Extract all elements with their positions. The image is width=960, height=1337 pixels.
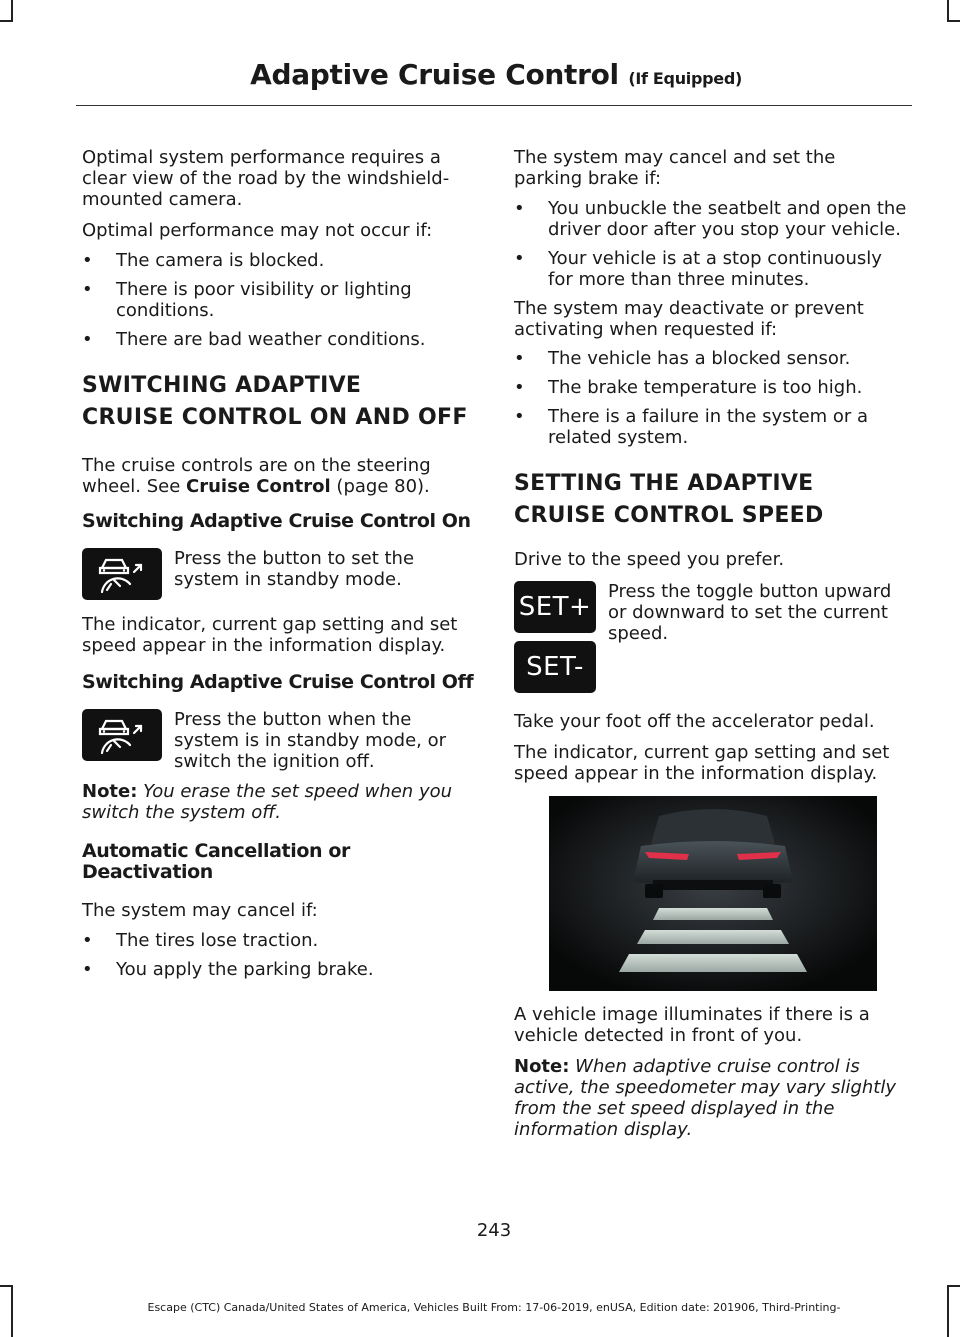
- corner-mark-top-left-v: [11, 0, 13, 22]
- performance-intro: Optimal performance may not occur if:: [82, 220, 433, 241]
- corner-mark-top-right-h: [947, 20, 960, 22]
- performance-list: [82, 250, 477, 350]
- brake-intro: The system may cancel and set the parking brake if:: [514, 147, 836, 189]
- vehicle-detected-illustration: [549, 796, 877, 991]
- set-speed-row: [514, 581, 909, 693]
- vehicle-paragraph: A vehicle image illuminates if there is a vehicle detected in front of you.: [514, 1004, 870, 1046]
- header-rule: [76, 105, 912, 106]
- header-title: Adaptive Cruise Control: [250, 58, 619, 91]
- cancel-intro: The system may cancel if:: [82, 900, 318, 921]
- section-heading-switching: [82, 370, 477, 434]
- section-heading-line: CRUISE CONTROL ON AND OFF: [82, 405, 468, 430]
- page-number: 243: [476, 1220, 512, 1241]
- section-heading-setting-speed: [514, 468, 909, 532]
- corner-mark-top-right-v: [947, 0, 949, 22]
- section-heading-line: SWITCHING ADAPTIVE: [82, 373, 362, 398]
- note-text: When adaptive cruise control is active, the speedometer may vary slightly from the set speed displayed in the information display.: [514, 1056, 896, 1140]
- list-item: • The camera is blocked.: [82, 250, 477, 271]
- list-item: • The brake temperature is too high.: [514, 377, 909, 398]
- note-text: You erase the set speed when you switch the system off.: [82, 781, 453, 823]
- header-subtitle: (If Equipped): [628, 69, 742, 88]
- corner-mark-bottom-left-h: [0, 1285, 13, 1287]
- cancel-list: [82, 930, 477, 980]
- cruise-control-link[interactable]: Cruise Control: [186, 476, 331, 497]
- section-heading-line: SETTING THE ADAPTIVE: [514, 471, 814, 496]
- indicator-paragraph: The indicator, current gap setting and set speed appear in the information display.: [514, 742, 890, 784]
- switch-off-text: Press the button when the system is in standby mode, or switch the ignition off.: [174, 709, 447, 772]
- list-item: • There is poor visibility or lighting conditions.: [82, 279, 477, 321]
- list-item: • Your vehicle is at a stop continuously for more than three minutes.: [514, 248, 909, 290]
- note-label: Note:: [514, 1056, 570, 1077]
- controls-paragraph: [82, 455, 477, 497]
- note-paragraph: [514, 1056, 909, 1140]
- list-item: • You apply the parking brake.: [82, 959, 477, 980]
- deactivate-intro: The system may deactivate or prevent activating when requested if:: [514, 298, 864, 340]
- corner-mark-top-left-h: [0, 20, 13, 22]
- switch-on-row: [82, 548, 477, 600]
- note-label: Note:: [82, 781, 138, 802]
- page-header: [250, 58, 742, 91]
- controls-text: The cruise controls are on the steering wheel. See: [82, 455, 431, 497]
- list-item: • The vehicle has a blocked sensor.: [514, 348, 909, 369]
- brake-list: [514, 198, 909, 290]
- controls-page: (page 80).: [330, 476, 430, 497]
- corner-mark-bottom-right-h: [947, 1285, 960, 1287]
- list-item: • The tires lose traction.: [82, 930, 477, 951]
- set-minus-button-icon: SET-: [514, 641, 596, 693]
- right-column: [514, 147, 909, 1140]
- list-item: • There is a failure in the system or a related system.: [514, 406, 909, 448]
- subheading-switch-on: Switching Adaptive Cruise Control On: [82, 510, 471, 532]
- subheading-switch-off: Switching Adaptive Cruise Control Off: [82, 671, 474, 693]
- indicator-paragraph: The indicator, current gap setting and set speed appear in the information display.: [82, 614, 458, 656]
- deactivate-list: [514, 348, 909, 448]
- drive-paragraph: Drive to the speed you prefer.: [514, 549, 785, 570]
- foot-paragraph: Take your foot off the accelerator pedal.: [514, 711, 875, 732]
- intro-paragraph: Optimal system performance requires a clear view of the road by the windshield-mounted camera.: [82, 147, 450, 210]
- toggle-text: Press the toggle button upward or downward to set the current speed.: [608, 581, 892, 644]
- section-heading-line: CRUISE CONTROL SPEED: [514, 503, 824, 528]
- list-item: • You unbuckle the seatbelt and open the driver door after you stop your vehicle.: [514, 198, 909, 240]
- note-paragraph: [82, 781, 477, 823]
- left-column: [82, 147, 477, 988]
- set-buttons-group: [514, 581, 596, 693]
- switch-on-text: Press the button to set the system in standby mode.: [174, 548, 415, 590]
- adaptive-cruise-icon: [82, 709, 162, 761]
- adaptive-cruise-icon: [82, 548, 162, 600]
- list-item: • There are bad weather conditions.: [82, 329, 477, 350]
- switch-off-row: [82, 709, 477, 772]
- subheading-cancellation: Automatic Cancellation or Deactivation: [82, 840, 350, 883]
- set-plus-button-icon: SET+: [514, 581, 596, 633]
- footer-edition: Escape (CTC) Canada/United States of America, Vehicles Built From: 17-06-2019, enUSA, Edition date: 201906, Third-Printing-: [147, 1301, 841, 1314]
